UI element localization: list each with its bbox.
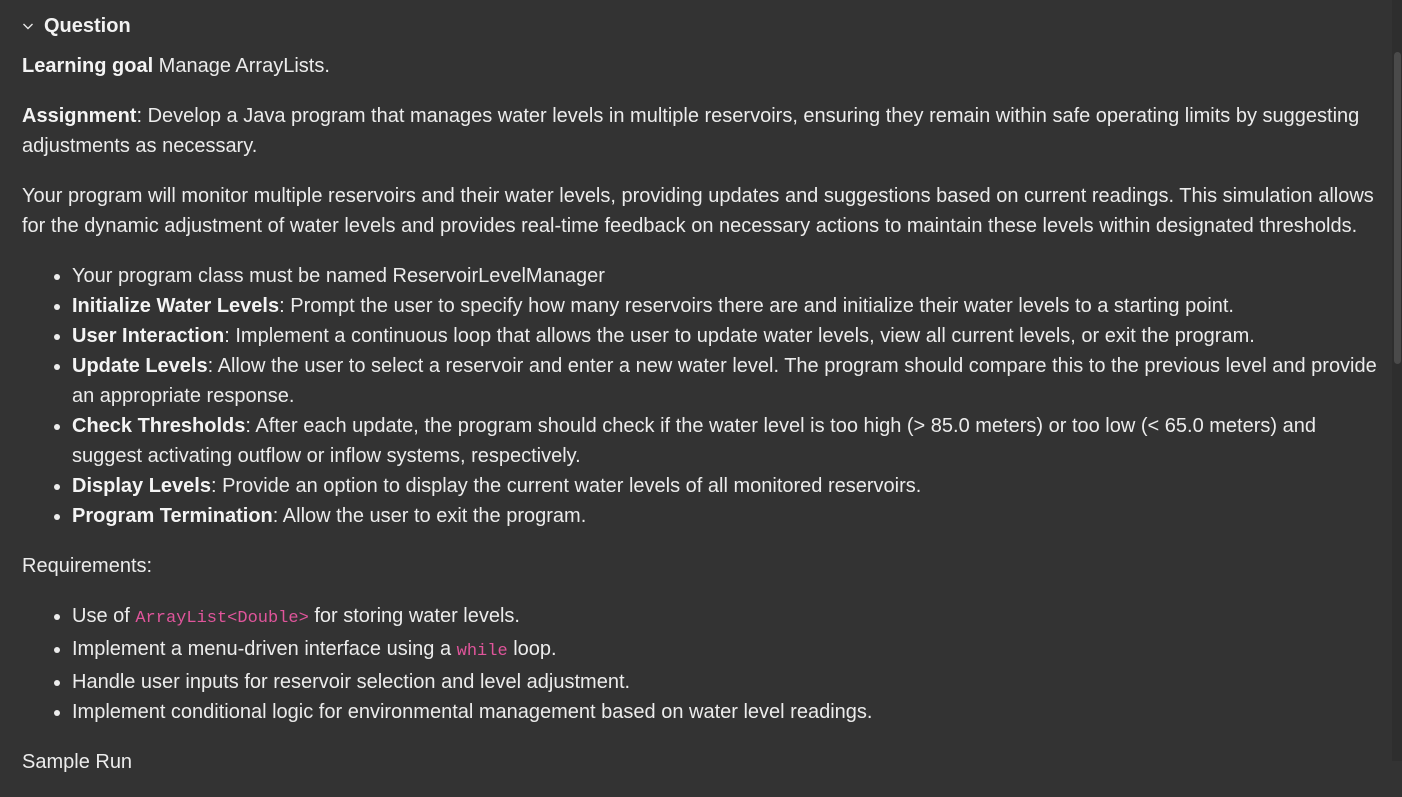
learning-goal-label: Learning goal (22, 55, 154, 77)
sample-run-heading: Sample Run (22, 751, 133, 773)
vertical-scrollbar[interactable] (1392, 0, 1402, 761)
question-content (22, 51, 1378, 797)
description: Your program will monitor multiple reservoirs and their water levels, providing updates and suggestions based on current readings. This simulation allows for the dynamic adjustment of water levels and provides real-time feedback on necessary actions to maintain these levels within designated thresholds. (22, 185, 1374, 237)
inline-code: while (456, 642, 508, 661)
learning-goal (22, 51, 1378, 81)
list-item: • Display Levels: Provide an option to display the current water levels of all monitored reservoirs. (72, 471, 1378, 501)
feature-list (22, 261, 1378, 531)
requirements-heading: Requirements: (22, 555, 153, 577)
list-item: • Update Levels: Allow the user to select a reservoir and enter a new water level. The program should compare this to the previous level and provide an appropriate response. (72, 351, 1378, 411)
list-item: • Check Thresholds: After each update, the program should check if the water level is too high (> 85.0 meters) or too low (< 65.0 meters) and suggest activating outflow or inflow systems, respectively. (72, 411, 1378, 471)
list-item: • Initialize Water Levels: Prompt the user to specify how many reservoirs there are and initialize their water levels to a starting point. (72, 291, 1378, 321)
assignment (22, 101, 1378, 161)
section-title: Question (44, 14, 131, 37)
list-item: • Implement conditional logic for environmental management based on water level readings. (72, 697, 1378, 727)
list-item: • Handle user inputs for reservoir selection and level adjustment. (72, 667, 1378, 697)
inline-code: ArrayList<Double> (135, 609, 309, 628)
chevron-down-icon (22, 20, 34, 32)
list-item: • Implement a menu-driven interface using a while loop. (72, 634, 1378, 667)
requirements-list (22, 601, 1378, 727)
list-item: • Use of ArrayList<Double> for storing water levels. (72, 601, 1378, 634)
list-item: • Your program class must be named ReservoirLevelManager (72, 261, 1378, 291)
assignment-text: : Develop a Java program that manages water levels in multiple reservoirs, ensuring they remain within safe operating limits by suggesting adjustments as necessary. (22, 105, 1360, 157)
list-item: • Program Termination: Allow the user to exit the program. (72, 501, 1378, 531)
learning-goal-text: Manage ArrayLists. (153, 55, 330, 77)
list-item: • User Interaction: Implement a continuous loop that allows the user to update water levels, view all current levels, or exit the program. (72, 321, 1378, 351)
assignment-label: Assignment (22, 105, 137, 127)
scrollbar-thumb[interactable] (1394, 52, 1401, 364)
question-section-toggle[interactable] (22, 12, 131, 40)
